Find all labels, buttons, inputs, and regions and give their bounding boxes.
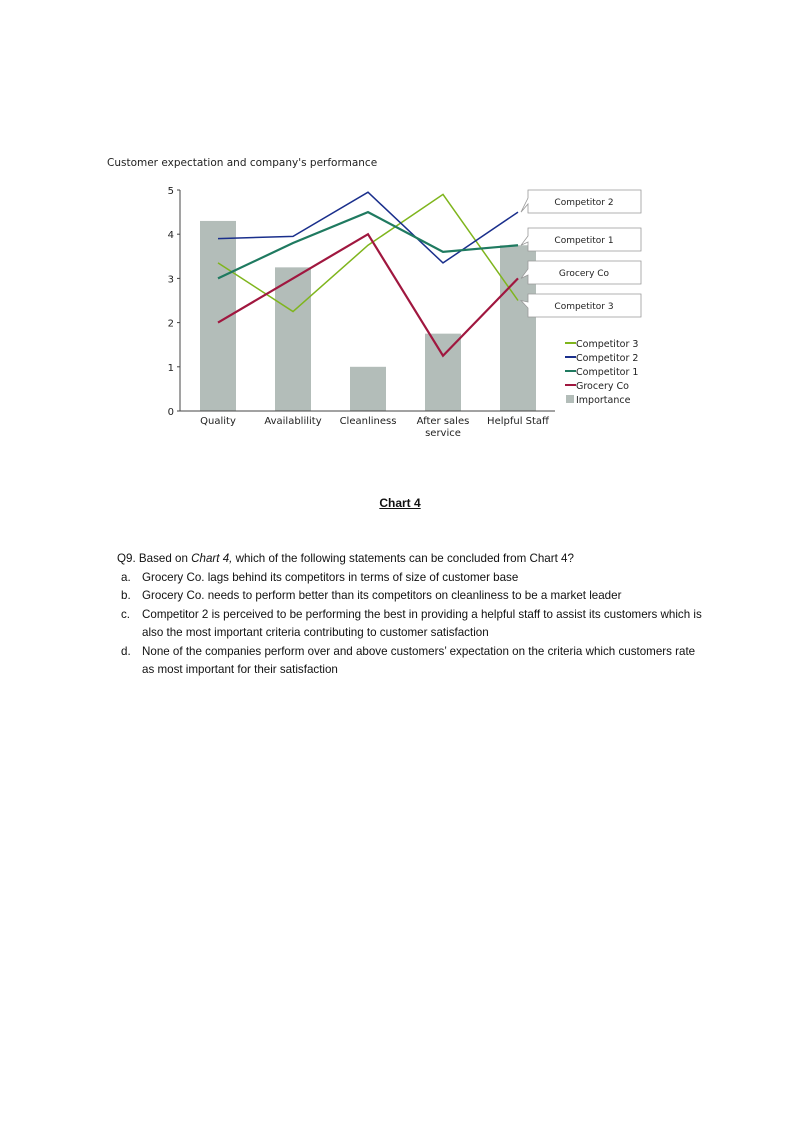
- option-text: Competitor 2 is perceived to be performing the best in providing a helpful staff to assist its customers which is also the most important criteria contributing to customer satisfaction: [142, 607, 702, 639]
- chart-4: [0, 0, 800, 460]
- legend-label: Importance: [576, 395, 631, 406]
- x-tick-label: service: [425, 428, 461, 439]
- option-letter: a.: [121, 570, 131, 584]
- callout-label: Competitor 3: [554, 302, 614, 312]
- y-tick-label: 4: [167, 230, 174, 242]
- y-tick-label: 0: [167, 407, 174, 418]
- chart-caption: Chart 4: [379, 496, 421, 510]
- callout-label: Grocery Co: [558, 269, 610, 279]
- y-tick-label: 3: [167, 274, 174, 286]
- x-tick-label: Cleanliness: [339, 416, 397, 427]
- callout-label: Competitor 1: [554, 236, 614, 246]
- series-line-grocery-co: [218, 234, 518, 356]
- legend-label: Competitor 3: [576, 339, 639, 350]
- option-text: None of the companies perform over and above customers’ expectation on the criteria which customers rate as most important for their satisfaction: [142, 644, 696, 676]
- question-q9: [117, 550, 702, 680]
- x-tick-label: After sales: [416, 416, 470, 427]
- option-letter: b.: [121, 589, 131, 602]
- legend-swatch: [566, 395, 574, 403]
- y-tick-label: 1: [167, 362, 174, 374]
- question-text: [117, 550, 702, 569]
- bar-importance: [350, 367, 386, 411]
- chart-title: Customer expectation and company's performance: [107, 157, 378, 169]
- legend-label: Grocery Co: [576, 381, 629, 392]
- bar-importance: [275, 267, 311, 411]
- bar-importance: [425, 334, 461, 411]
- callout-label: Competitor 2: [554, 198, 614, 208]
- x-tick-label: Availablility: [264, 416, 322, 427]
- option-a: [117, 569, 702, 588]
- question-prefix: Q9. Based on: [117, 552, 192, 565]
- series-line-competitor-2: [218, 192, 518, 263]
- x-tick-label: Quality: [200, 416, 236, 427]
- y-tick-label: 2: [167, 318, 174, 330]
- legend-label: Competitor 1: [576, 367, 639, 378]
- option-d: [117, 643, 702, 680]
- option-text: Grocery Co. lags behind its competitors in terms of size of customer base: [142, 570, 519, 584]
- option-text: Grocery Co. needs to perform better than its competitors on cleanliness to be a market leader: [142, 589, 622, 602]
- option-b: [117, 587, 702, 606]
- question-chart-ref: Chart 4,: [191, 552, 233, 565]
- question-suffix: which of the following statements can be concluded from Chart 4?: [232, 552, 574, 565]
- legend-label: Competitor 2: [576, 353, 639, 364]
- y-tick-label: 5: [167, 186, 174, 197]
- option-letter: d.: [121, 644, 131, 658]
- x-tick-label: Helpful Staff: [487, 416, 549, 427]
- option-c: [117, 606, 702, 643]
- option-letter: c.: [121, 607, 131, 621]
